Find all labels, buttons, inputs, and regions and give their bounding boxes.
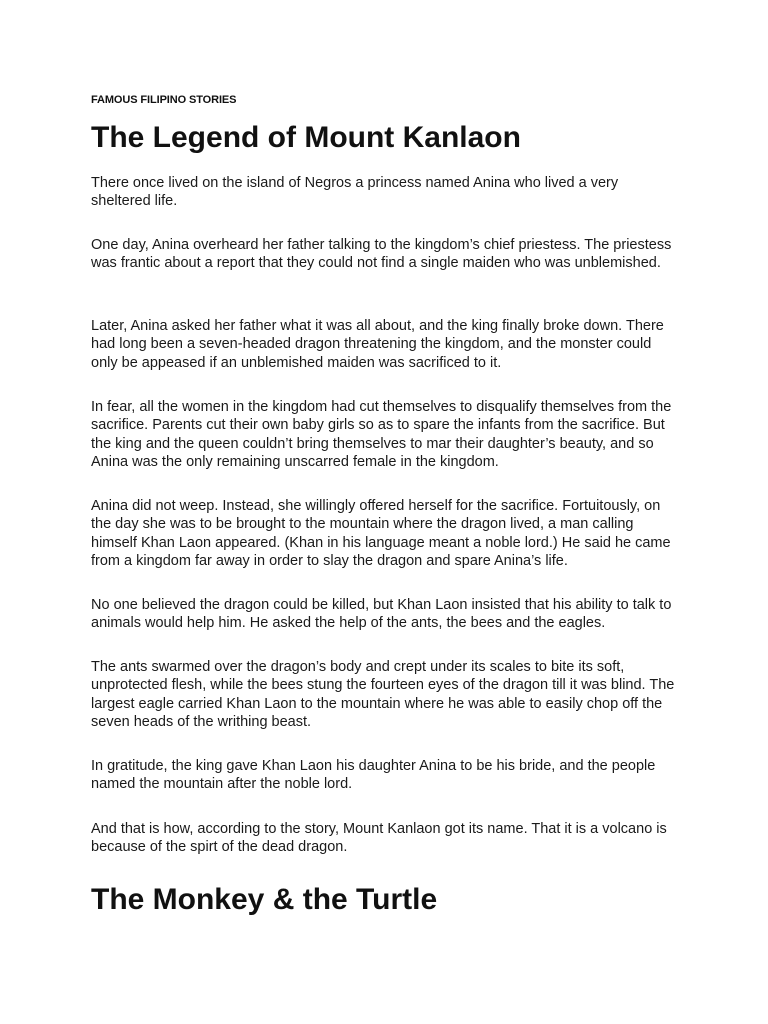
story-paragraph: The ants swarmed over the dragon’s body and crept under its scales to bite its soft, unprotected flesh, while the bees stung the fourteen eyes of the dragon till it was blind. The largest eagle carried Khan Laon to the mountain where he was able to easily chop off the seven heads of the writhing beast. — [91, 659, 675, 730]
story-paragraph: Later, Anina asked her father what it was all about, and the king finally broke down. There had long been a seven-headed dragon threatening the kingdom, and the monster could only be appeased if an unblemished maiden was sacrificed to it. — [91, 318, 664, 371]
story-title-monkey-turtle: The Monkey & the Turtle — [91, 883, 438, 916]
section-kicker: FAMOUS FILIPINO STORIES — [91, 94, 237, 106]
story-title-mount-kanlaon: The Legend of Mount Kanlaon — [91, 121, 521, 154]
story-paragraph: Anina did not weep. Instead, she willingly offered herself for the sacrifice. Fortuitously, on the day she was to be brought to the mountain where the dragon lived, a man calling himself Khan Laon appeared. (Khan in his language meant a noble lord.) He said he came from a kingdom far away in order to slay the dragon and spare Anina’s life. — [91, 498, 671, 569]
story-paragraph: In gratitude, the king gave Khan Laon his daughter Anina to be his bride, and the people named the mountain after the noble lord. — [91, 758, 656, 793]
story-paragraph: In fear, all the women in the kingdom had cut themselves to disqualify themselves from the sacrifice. Parents cut their own baby girls so as to spare the infants from the sacrifice. But the king and the queen couldn’t bring themselves to mar their daughter’s beauty, and so Anina was the only remaining unscarred female in the kingdom. — [91, 399, 672, 470]
story-paragraph: There once lived on the island of Negros a princess named Anina who lived a very sheltered life. — [91, 175, 619, 210]
story-paragraph: One day, Anina overheard her father talking to the kingdom’s chief priestess. The priestess was frantic about a report that they could not find a single maiden who was unblemished. — [91, 237, 672, 272]
story-paragraph: No one believed the dragon could be killed, but Khan Laon insisted that his ability to talk to animals would help him. He asked the help of the ants, the bees and the eagles. — [91, 597, 672, 632]
story-paragraph: And that is how, according to the story, Mount Kanlaon got its name. That it is a volcano is because of the spirt of the dead dragon. — [91, 821, 667, 856]
